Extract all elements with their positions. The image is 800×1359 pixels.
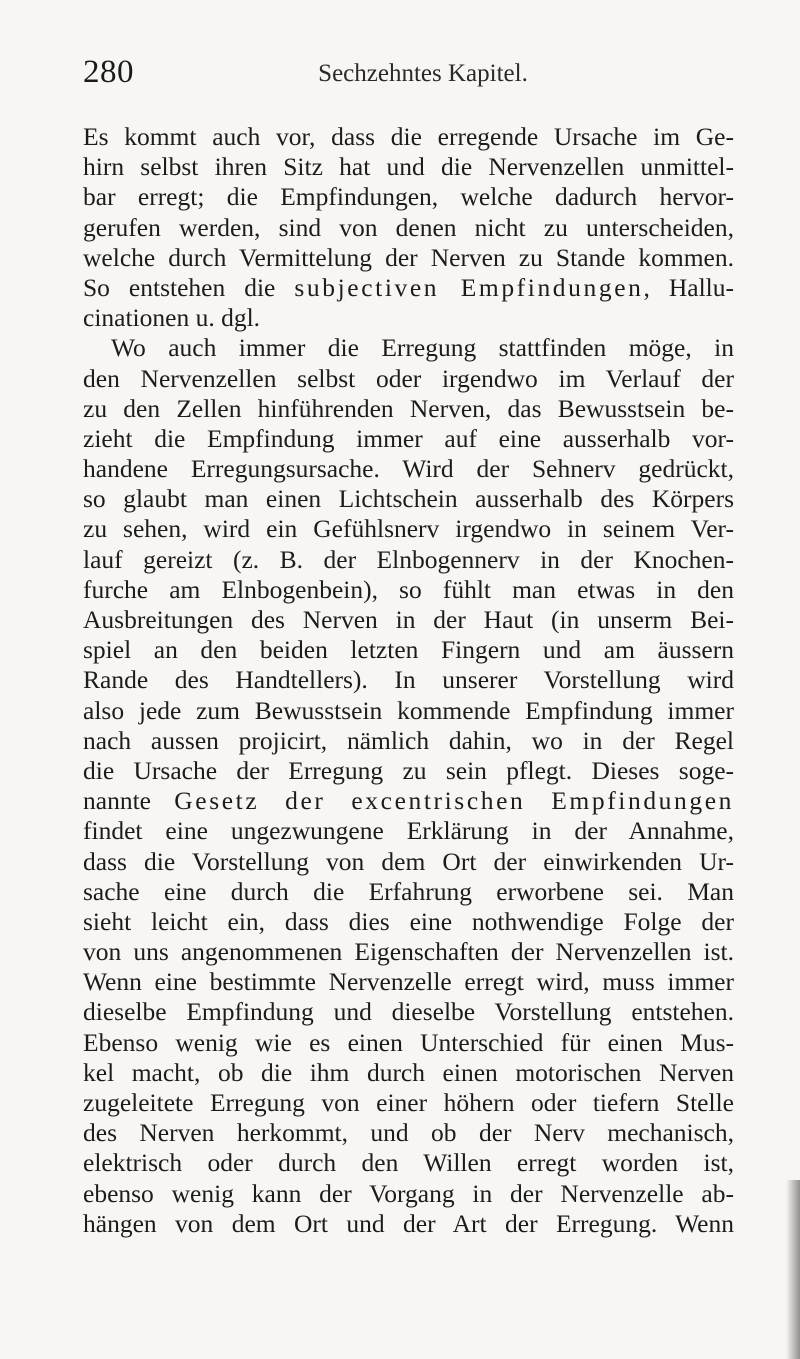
text-line: sache eine durch die Erfahrung erworbene sei. Man [83,876,734,906]
text-line: Es kommt auch vor, dass die erregende Ursache im Ge- [83,122,734,151]
chapter-title: Sechzehntes Kapitel. [318,60,528,87]
text-line: bar erregt; die Empfindungen, welche dadurch hervor- [83,182,734,212]
text-line [83,786,734,816]
text-line: dass die Vorstellung von dem Ort der einwirkenden Ur- [83,846,734,876]
text-line: ebenso wenig kann der Vorgang in der Nervenzelle ab- [83,1178,734,1208]
text-line: gerufen werden, sind von denen nicht zu unterscheiden, [83,212,734,242]
text-line: nach aussen projicirt, nämlich dahin, wo in der Regel [83,725,734,755]
text-line: Wenn eine bestimmte Nervenzelle erregt wird, muss immer [83,967,734,997]
text-line: zugeleitete Erregung von einer höhern oder tiefern Stelle [83,1088,734,1117]
text-line: des Nerven herkommt, und ob der Nerv mechanisch, [83,1118,734,1148]
text-line: sieht leicht ein, dass dies eine nothwendige Folge der [83,906,734,936]
body-text [83,122,734,1239]
text-line: Ebenso wenig wie es einen Unterschied für einen Mus- [83,1027,734,1057]
text-line: Rande des Handtellers). In unserer Vorstellung wird [83,665,734,695]
text-line: dieselbe Empfindung und dieselbe Vorstellung entstehen. [83,997,734,1027]
text-line [83,273,734,303]
text-line: zu den Zellen hinführenden Nerven, das Bewusstsein be- [83,393,734,423]
text-line: findet eine ungezwungene Erklärung in der Annahme, [83,816,734,846]
emphasized-term: subjectiven Empfindungen [294,272,644,302]
text-line: zu sehen, wird ein Gefühlsnerv irgendwo in seinem Ver- [83,514,734,544]
running-head [83,54,723,94]
text-line: furche am Elnbogenbein), so fühlt man etwas in den [83,574,734,604]
text-line: lauf gereizt (z. B. der Elnbogennerv in der Knochen- [83,544,734,574]
text-segment: , Hallu- [643,272,735,302]
text-segment: nannte [83,786,151,816]
text-line: elektrisch oder durch den Willen erregt worden ist, [83,1148,734,1178]
page-edge-shadow [786,1180,800,1359]
text-line: Ausbreitungen des Nerven in der Haut (in unserm Bei- [83,605,734,634]
page-number: 280 [83,54,134,90]
text-segment: So entstehen die [83,272,276,302]
text-line: also jede zum Bewusstsein kommende Empfindung immer [83,695,734,725]
text-line: welche durch Vermittelung der Nerven zu Stande kommen. [83,242,734,272]
text-line: hängen von dem Ort und der Art der Erregung. Wenn [83,1208,734,1238]
text-line: spiel an den beiden letzten Fingern und am äussern [83,635,734,665]
text-line: den Nervenzellen selbst oder irgendwo im Verlauf der [83,363,734,393]
text-line: kel macht, ob die ihm durch einen motorischen Nerven [83,1057,734,1087]
text-line: so glaubt man einen Lichtschein ausserhalb des Körpers [83,484,734,514]
text-line: hirn selbst ihren Sitz hat und die Nervenzellen unmittel- [83,152,734,182]
text-line: die Ursache der Erregung zu sein pflegt. Dieses soge- [83,755,734,785]
emphasized-term: Gesetz der excentrischen Empfindungen [174,786,735,816]
text-line: handene Erregungsursache. Wird der Sehnerv gedrückt, [83,454,734,484]
text-line: Wo auch immer die Erregung stattfinden möge, in [111,333,734,363]
text-line: cinationen u. dgl. [83,303,261,333]
text-line: zieht die Empfindung immer auf eine ausserhalb vor- [83,423,734,453]
text-line: von uns angenommenen Eigenschaften der Nervenzellen ist. [83,937,734,967]
